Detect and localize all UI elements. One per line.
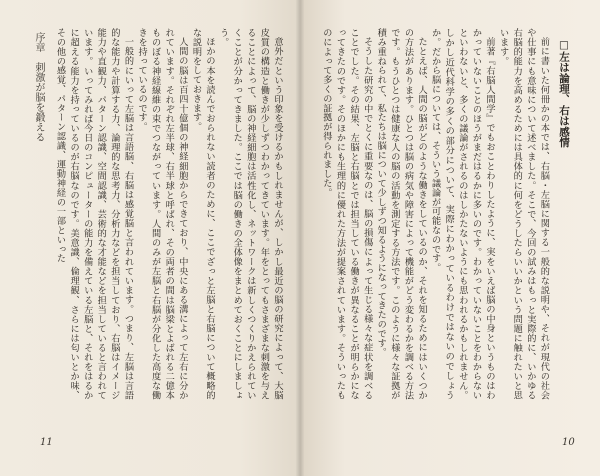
section-heading: □左は論理、右は感情 (558, 38, 570, 147)
paragraph: たとえば、人間の脳がどのような働きをしているのか、それを知るためにはいくつかの方法があります。ひとつは脳の病気や障害によって機能がどう変わるかを調べる方法です。もうひとつは健康な人の脳の活動を測定する方法です。このように様々な証拠が積み重ねられて、私たちは脳について少しずつ知るようになってきたのです。 (375, 28, 428, 400)
paragraph: ほかの本を読んでおられない読者のために、ここでざっと左脳と右脳について概略的な説明をしておきます。 (190, 28, 216, 400)
right-page (300, 0, 600, 476)
right-page-body (320, 28, 580, 400)
page-number-right: 10 (562, 437, 575, 448)
book-gutter (296, 0, 304, 476)
paragraph: そうした研究の中でとくに重要なのは、脳の損傷によって生じる様々な症状を調べることでした。その結果、左脳と右脳とでは担当している働きが異なることが明らかになってきたのです。そのほかにも生理的に優れた方法が提案されています。そういったものによって多くの証拠が得られました。 (320, 28, 373, 400)
paragraph: 前に書いた何冊かの本では、右脳・左脳に関する一般的な説明や、それが現代の社会や仕事にも意味について述べました。そこで、今回の試みはもっと実際的に、いかゆる右脳的能力を高めるためには具体的に何をどうしたらいいかという問題に触れたいと思います。 (497, 28, 550, 400)
left-page-body (36, 28, 284, 400)
paragraph: 人間の脳は百四十億個の神経細胞からできており、中央にある溝によって左右に分かれています。それぞれ左半球、右半球と呼ばれ、その両者の間は脳梁とよばれる二億本ものぼる神経線維の束でつながっています。人間のみが左脳と右脳が分化した高度な働きを持っているのです。 (136, 28, 188, 400)
paragraph: 前著『右脳人間学』でもおことわりしたように、実をいえば脳の中身というものはわかっていないことのほうがまだはるかに多いのです。わかっていないことをわからないといわないと、多くの議論がされるのはしかたないようにも思われるかもしれません。しかし近代科学の多くの部分について、実際にわかっているわけではないのでしょうか。だから脳については、そういう議論が可能なのです。 (429, 28, 496, 400)
paragraph: 意外だという印象を受けるかもしれませんが、しかし最近の脳の研究によって、大脳皮質の構造と働きが少しずつわかってきています。年をとってもさまざまな刺激を与えることによって、脳の神経細胞は活性化し、ネットワークは新しくつくりかえられていくことが分かってきました。ここでは脳の働きの全体像をまとめておくことにしましょう。 (217, 28, 283, 400)
paragraph: 一般的にいって左脳は言語脳、右脳は感覚脳と言われています。つまり、左脳は言語的な能力や計算する力、論理的な思考力、分析力などを担当しており、右脳はイメージ能力や直観力、パターン認識、空間認識、芸術的な才能などを担当していると言われています。いってみれば今日のコンピューターの能力を備えている左脳と、それをはるかに超える能力を持っているのが右脳なのです。美意識、倫理観、さらには匂いとか味、その他の感覚、パターン認識、運動神経の一部といった (54, 28, 134, 400)
page-number-left: 11 (40, 437, 53, 448)
running-header: 序章 刺激が脳を鍛える (33, 32, 44, 142)
